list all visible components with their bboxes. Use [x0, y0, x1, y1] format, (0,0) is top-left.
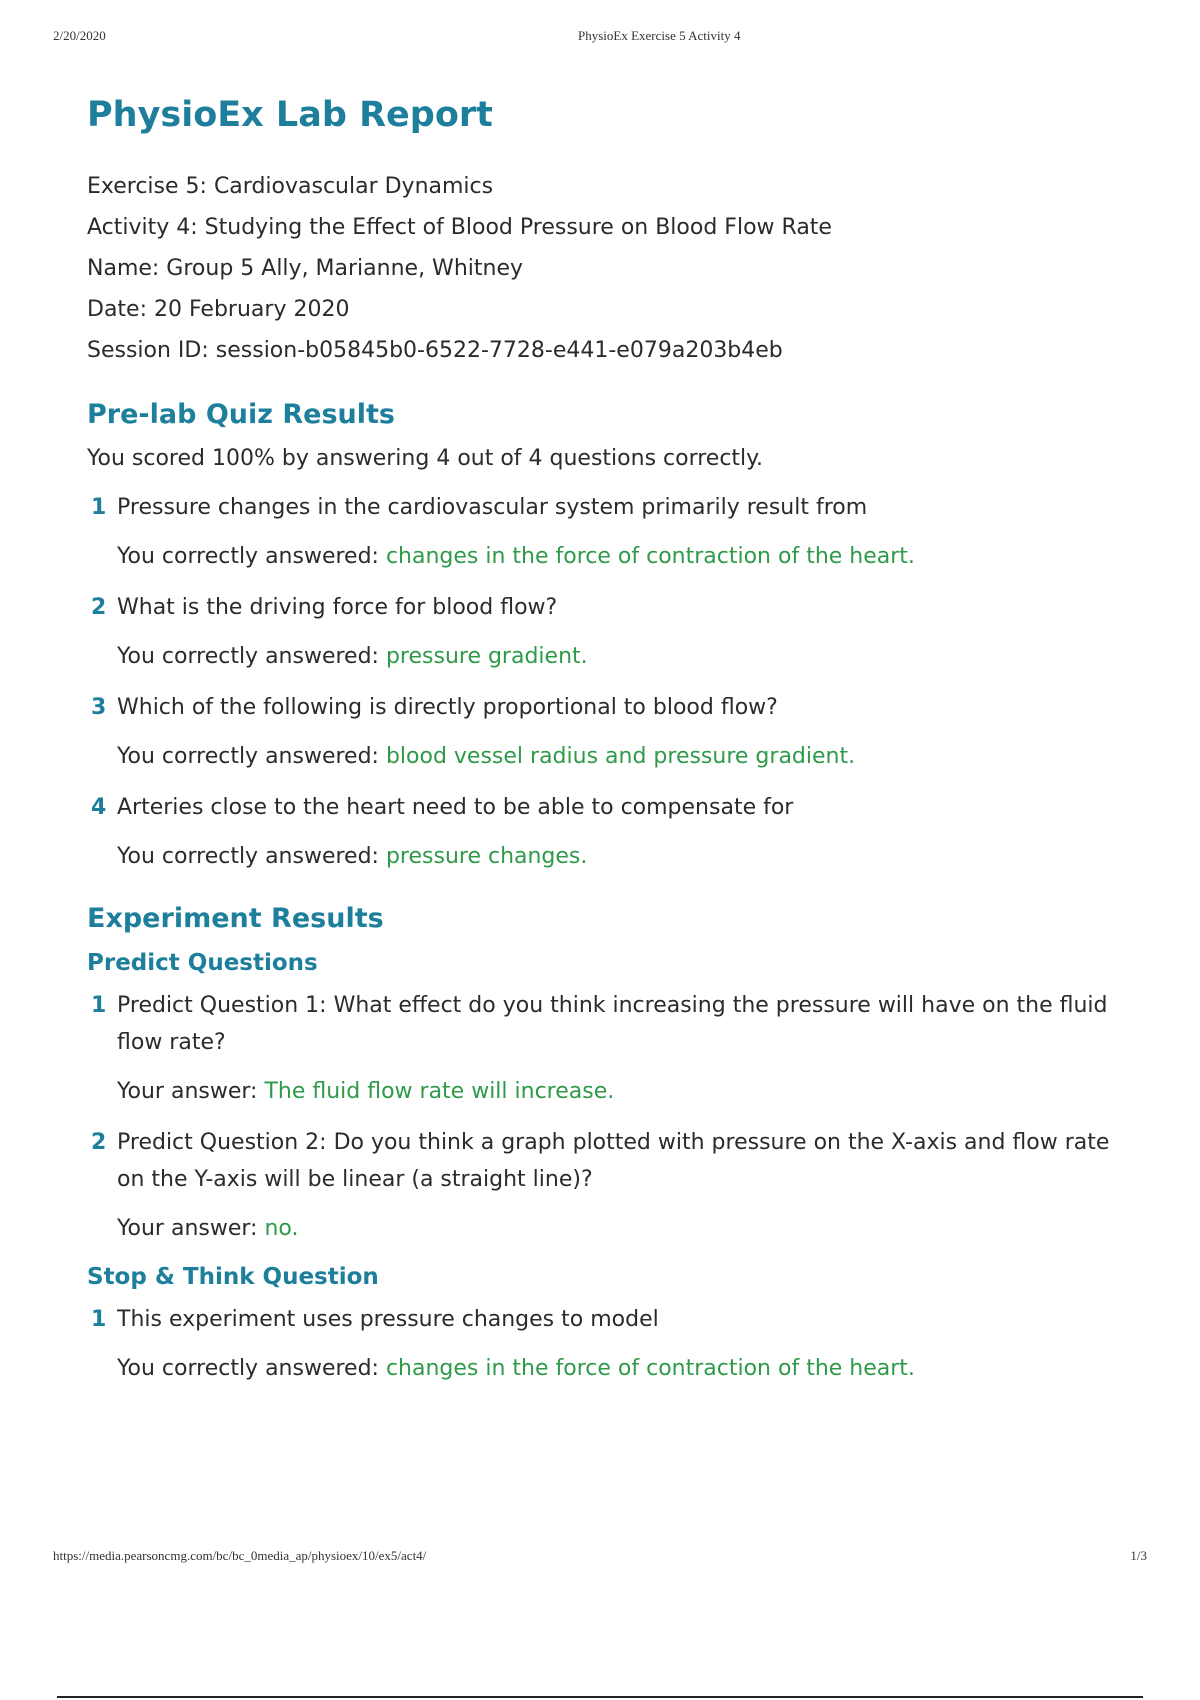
question-answer	[117, 1350, 1127, 1387]
predict-question-1	[87, 987, 1127, 1110]
prelab-question-4	[87, 789, 1127, 875]
prelab-question-3	[87, 689, 1127, 775]
question-text: This experiment uses pressure changes to model	[117, 1307, 659, 1332]
prelab-question-2	[87, 589, 1127, 675]
experiment-heading: Experiment Results	[87, 903, 384, 934]
answer-prefix: Your answer:	[117, 1216, 265, 1241]
question-answer	[117, 538, 1127, 575]
question-answer	[117, 1073, 1127, 1110]
question-text: Predict Question 2: Do you think a graph plotted with pressure on the X-axis and flow rate on the Y-axis will be linear (a straight line)?	[117, 1130, 1110, 1192]
print-footer	[53, 1548, 1147, 1568]
question-text: Predict Question 1: What effect do you think increasing the pressure will have on the fluid flow rate?	[117, 993, 1108, 1055]
print-header	[53, 28, 1147, 48]
print-date: 2/20/2020	[53, 28, 106, 43]
report-title: PhysioEx Lab Report	[87, 95, 493, 135]
prelab-score: You scored 100% by answering 4 out of 4 questions correctly.	[87, 446, 764, 471]
prelab-heading: Pre-lab Quiz Results	[87, 399, 395, 430]
prelab-question-1	[87, 489, 1127, 575]
question-number: 1	[91, 1307, 107, 1332]
answer-prefix: You correctly answered:	[117, 844, 386, 869]
name-line: Name: Group 5 Ally, Marianne, Whitney	[87, 256, 523, 281]
question-text: Arteries close to the heart need to be able to compensate for	[117, 795, 794, 820]
question-answer	[117, 838, 1127, 875]
answer-prefix: You correctly answered:	[117, 544, 386, 569]
question-number: 1	[91, 495, 107, 520]
session-line: Session ID: session-b05845b0-6522-7728-e441-e079a203b4eb	[87, 338, 783, 363]
answer-value: The fluid flow rate will increase.	[264, 1079, 615, 1104]
answer-value: pressure gradient.	[385, 644, 588, 669]
stop-think-question-1	[87, 1301, 1127, 1387]
question-text: What is the driving force for blood flow?	[117, 595, 558, 620]
answer-value: changes in the force of contraction of the heart.	[385, 1356, 915, 1381]
answer-value: blood vessel radius and pressure gradient.	[385, 744, 856, 769]
question-text: Pressure changes in the cardiovascular system primarily result from	[117, 495, 868, 520]
question-number: 4	[91, 795, 107, 820]
answer-value: pressure changes.	[385, 844, 588, 869]
answer-prefix: You correctly answered:	[117, 1356, 386, 1381]
answer-prefix: Your answer:	[117, 1079, 265, 1104]
stop-think-heading: Stop & Think Question	[87, 1264, 379, 1290]
answer-value: changes in the force of contraction of the heart.	[385, 544, 915, 569]
print-document-title: PhysioEx Exercise 5 Activity 4	[578, 28, 741, 43]
answer-prefix: You correctly answered:	[117, 644, 386, 669]
predict-question-2	[87, 1124, 1127, 1247]
question-number: 2	[91, 1130, 107, 1155]
print-url: https://media.pearsoncmg.com/bc/bc_0media_ap/physioex/10/ex5/act4/	[53, 1548, 427, 1563]
question-answer	[117, 738, 1127, 775]
lab-report	[87, 92, 1127, 1401]
question-answer	[117, 1210, 1127, 1247]
question-answer	[117, 638, 1127, 675]
page-divider	[57, 1696, 1143, 1698]
answer-prefix: You correctly answered:	[117, 744, 386, 769]
question-number: 2	[91, 595, 107, 620]
activity-line: Activity 4: Studying the Effect of Blood Pressure on Blood Flow Rate	[87, 215, 832, 240]
exercise-line: Exercise 5: Cardiovascular Dynamics	[87, 174, 494, 199]
question-number: 3	[91, 695, 107, 720]
question-number: 1	[91, 993, 107, 1018]
date-line: Date: 20 February 2020	[87, 297, 350, 322]
question-text: Which of the following is directly proportional to blood flow?	[117, 695, 778, 720]
predict-heading: Predict Questions	[87, 950, 318, 976]
page-number: 1/3	[1130, 1548, 1147, 1563]
answer-value: no.	[264, 1216, 299, 1241]
